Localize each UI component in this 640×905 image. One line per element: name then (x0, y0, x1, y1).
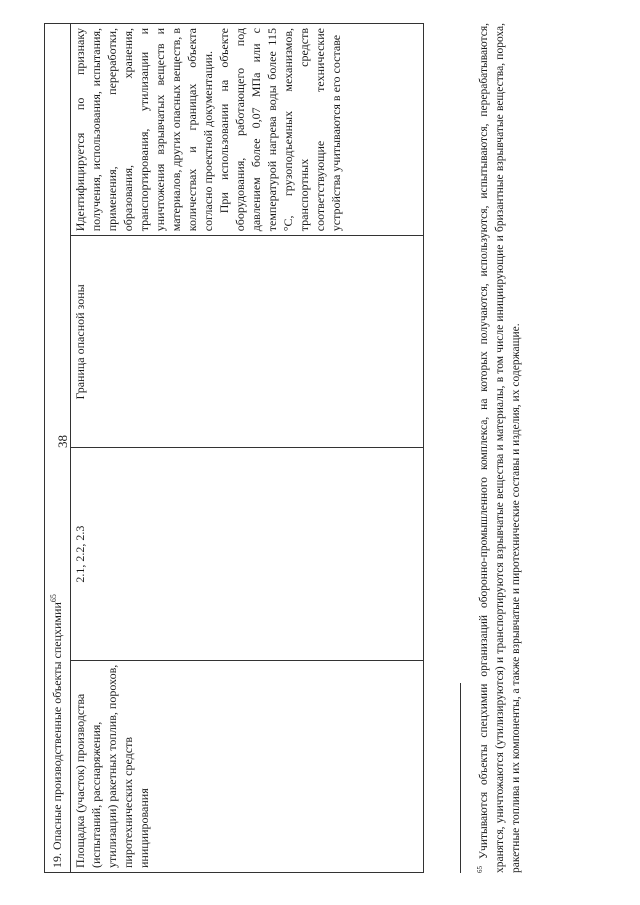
footnote-ref: 65 (49, 594, 58, 603)
footnote-marker: 65 (476, 866, 484, 873)
footnote-text: Учитываются объекты спецхимии организаций оборонно-промышленного комплекса, на которых получаются, используются, испытываются, перерабатываются, хранятся, уничтожаются (утилизируются) и транспортируются взрывчатые вещества и материалы, в том числе инициирующие и бризантные взрывчатые вещества, пороха, ракетные топлива и их компоненты, а также взрывчатые и пиротехнические составы и изделия, их содержащие. (477, 23, 522, 873)
description-paragraph-1: Идентифицируется по признаку получения, использования, испытания, применения, переработки, образования, хранения, транспортирования, утилизации и уничтожения взрывчатых веществ и материалов, других опасных веществ, в количествах и границах объекта согласно проектной документации. (73, 28, 215, 232)
section-title: 19. Опасные производственные объекты спецхимии (50, 602, 64, 868)
section-header-row (45, 24, 71, 873)
description-paragraph-2: При использовании на объекте оборудования, работающего под давлением более 0,07 МПа или с температурой нагрева воды более 115 °С, грузоподъемных механизмов, транспортных средств соответствующие технические устройства учитываются в его составе (217, 28, 343, 232)
hazard-class-cell: 2.1, 2.2, 2.3 (71, 448, 424, 660)
table-row (71, 24, 424, 873)
footnote (472, 23, 524, 873)
description-cell (71, 24, 424, 236)
rotated-page-content (44, 23, 606, 873)
zone-cell: Граница опасной зоны (71, 236, 424, 448)
footnote-separator (460, 683, 461, 873)
page-number: 38 (55, 435, 70, 448)
object-cell: Площадка (участок) производства (испытаний, расснаряжения, утилизации) ракетных топлив, порохов, пиротехнических средств инициирования (71, 660, 424, 872)
section-header (45, 24, 71, 873)
hazard-objects-table (44, 23, 424, 873)
